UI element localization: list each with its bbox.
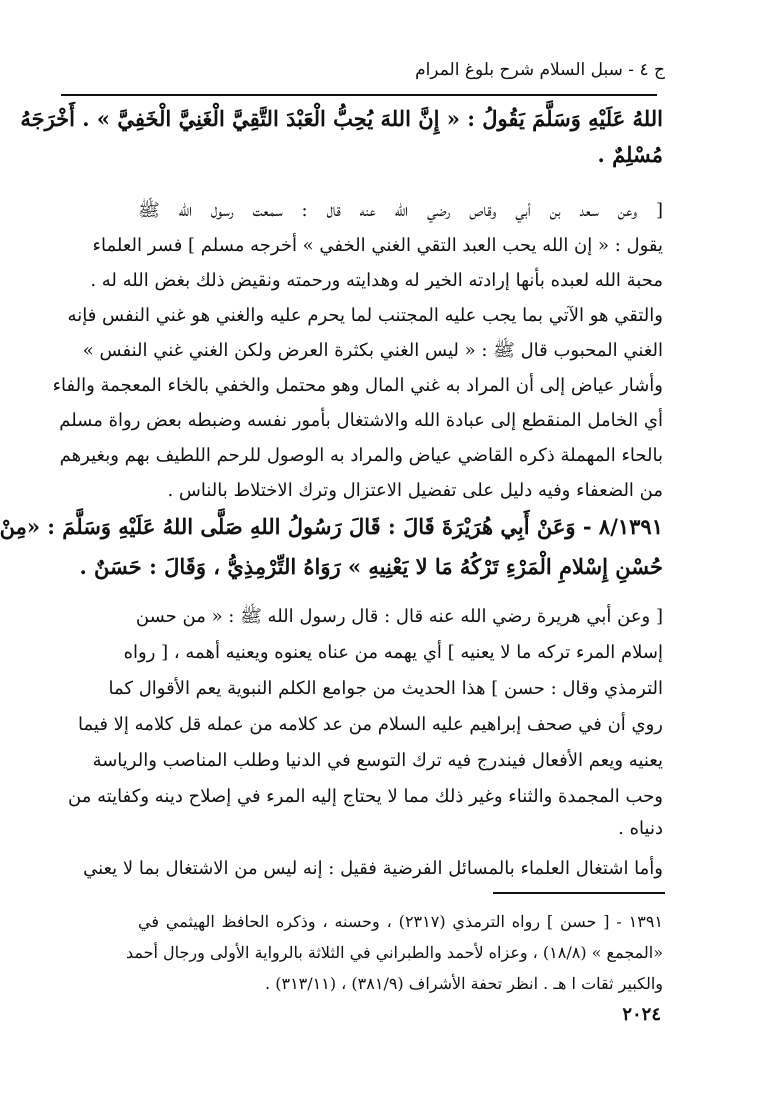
footnote-line: ١٣٩١ - [ حسن ] رواه الترمذي (٢٣١٧) ، وحسنه ، وذكره الحافظ الهيثمي في [138, 912, 664, 931]
text-line: يقول : « إن الله يحب العبد التقي الغني الخفي » أخرجه مسلم ] فسر العلماء [92, 235, 663, 256]
footnote-line: «المجمع » (١٨/٨) ، وعزاه لأحمد والطبراني في الثلاثة بالرواية الأولى ورجال أحمد [125, 943, 663, 962]
text-line: يعنيه ويعم الأفعال فيندرج فيه ترك التوسع في الدنيا وطلب المناصب والرياسة [92, 750, 663, 771]
text-line: من الضعفاء وفيه دليل على تفضيل الاعتزال وترك الاختلاط بالناس . [167, 480, 663, 501]
text-line: الغني المحبوب قال ﷺ : « ليس الغني بكثرة العرض ولكن الغني غني النفس » [82, 340, 663, 361]
text-line: إسلام المرء تركه ما لا يعنيه ] أي يهمه من عناه يعنوه ويعنيه أهمه ، [ رواه [123, 642, 663, 663]
text-line: [ وعن أبي هريرة رضي الله عنه قال : قال رسول الله ﷺ : « من حسن [135, 606, 663, 627]
text-line: أي الخامل المنقطع إلى عبادة الله والاشتغال بأمور نفسه وضبطه بعض رواة مسلم [59, 410, 663, 431]
text-line: ٨/١٣٩١ - وَعَنْ أَبِي هُرَيْرَةَ قَالَ : قَالَ رَسُولُ اللهِ صَلَّى اللهُ عَلَيْهِ وَسَلَّمَ : «مِنْ [0, 514, 663, 539]
text-line: الترمذي وقال : حسن ] هذا الحديث من جوامع الكلم النبوية يعم الأقوال كما [108, 678, 663, 699]
text-line: وحب المجمدة والثناء وغير ذلك مما لا يحتاج إليه المرء في إصلاح دينه وكفايته من [68, 786, 663, 807]
text-line: روي أن في صحف إبراهيم عليه السلام من عد كلامه من عمله قل كلامه إلا فيما [78, 714, 663, 735]
text-line: دنياه . [618, 818, 663, 839]
page-number: ٢٠٢٤ [622, 1004, 661, 1025]
text-line: بالحاء المهملة ذكره القاضي عياض والمراد به الوصول للرحم اللطيف بهم وبغيرهم [59, 445, 663, 466]
text-line: [ وعن سعد بن أبي وقاص رضي الله عنه قال : سمعت رسول الله ﷺ [138, 200, 663, 221]
text-line: وأما اشتغال العلماء بالمسائل الفرضية فقيل : إنه ليس من الاشتغال بما لا يعني [83, 858, 663, 879]
header-rule [61, 94, 657, 96]
text-line: اللهُ عَلَيْهِ وَسَلَّمَ يَقُولُ : « إِنَّ اللهَ يُحِبُّ الْعَبْدَ التَّقِيَّ الْغَنِيَّ الْخَفِيَّ » . أَخْرَجَهُ [20, 106, 663, 131]
text-line: حُسْنِ إِسْلامِ الْمَرْءِ تَرْكُهُ مَا لا يَعْنِيهِ » رَوَاهُ التِّرْمِذِيُّ ، وَقَالَ : حَسَنٌ . [79, 554, 663, 579]
text-line: والتقي هو الآتي بما يجب عليه المجتنب لما يحرم عليه والغني هو غني النفس فإنه [67, 305, 663, 326]
text-line: مُسْلِمٌ . [597, 142, 663, 167]
footnote-line: والكبير ثقات ا هـ . انظر تحفة الأشراف (٣٨١/٩) ، (٣١٣/١١) . [265, 974, 663, 993]
text-line: محبة الله لعبده بأنها إرادته الخير له وهدايته ورحمته ونقيض ذلك بغض الله له . [90, 270, 663, 291]
footnote-rule [493, 892, 665, 894]
running-header: ج ٤ - سبل السلام شرح بلوغ المرام [415, 60, 665, 80]
text-line: وأشار عياض إلى أن المراد به غني المال وهو محتمل والخفي بالخاء المعجمة والفاء [52, 375, 663, 396]
